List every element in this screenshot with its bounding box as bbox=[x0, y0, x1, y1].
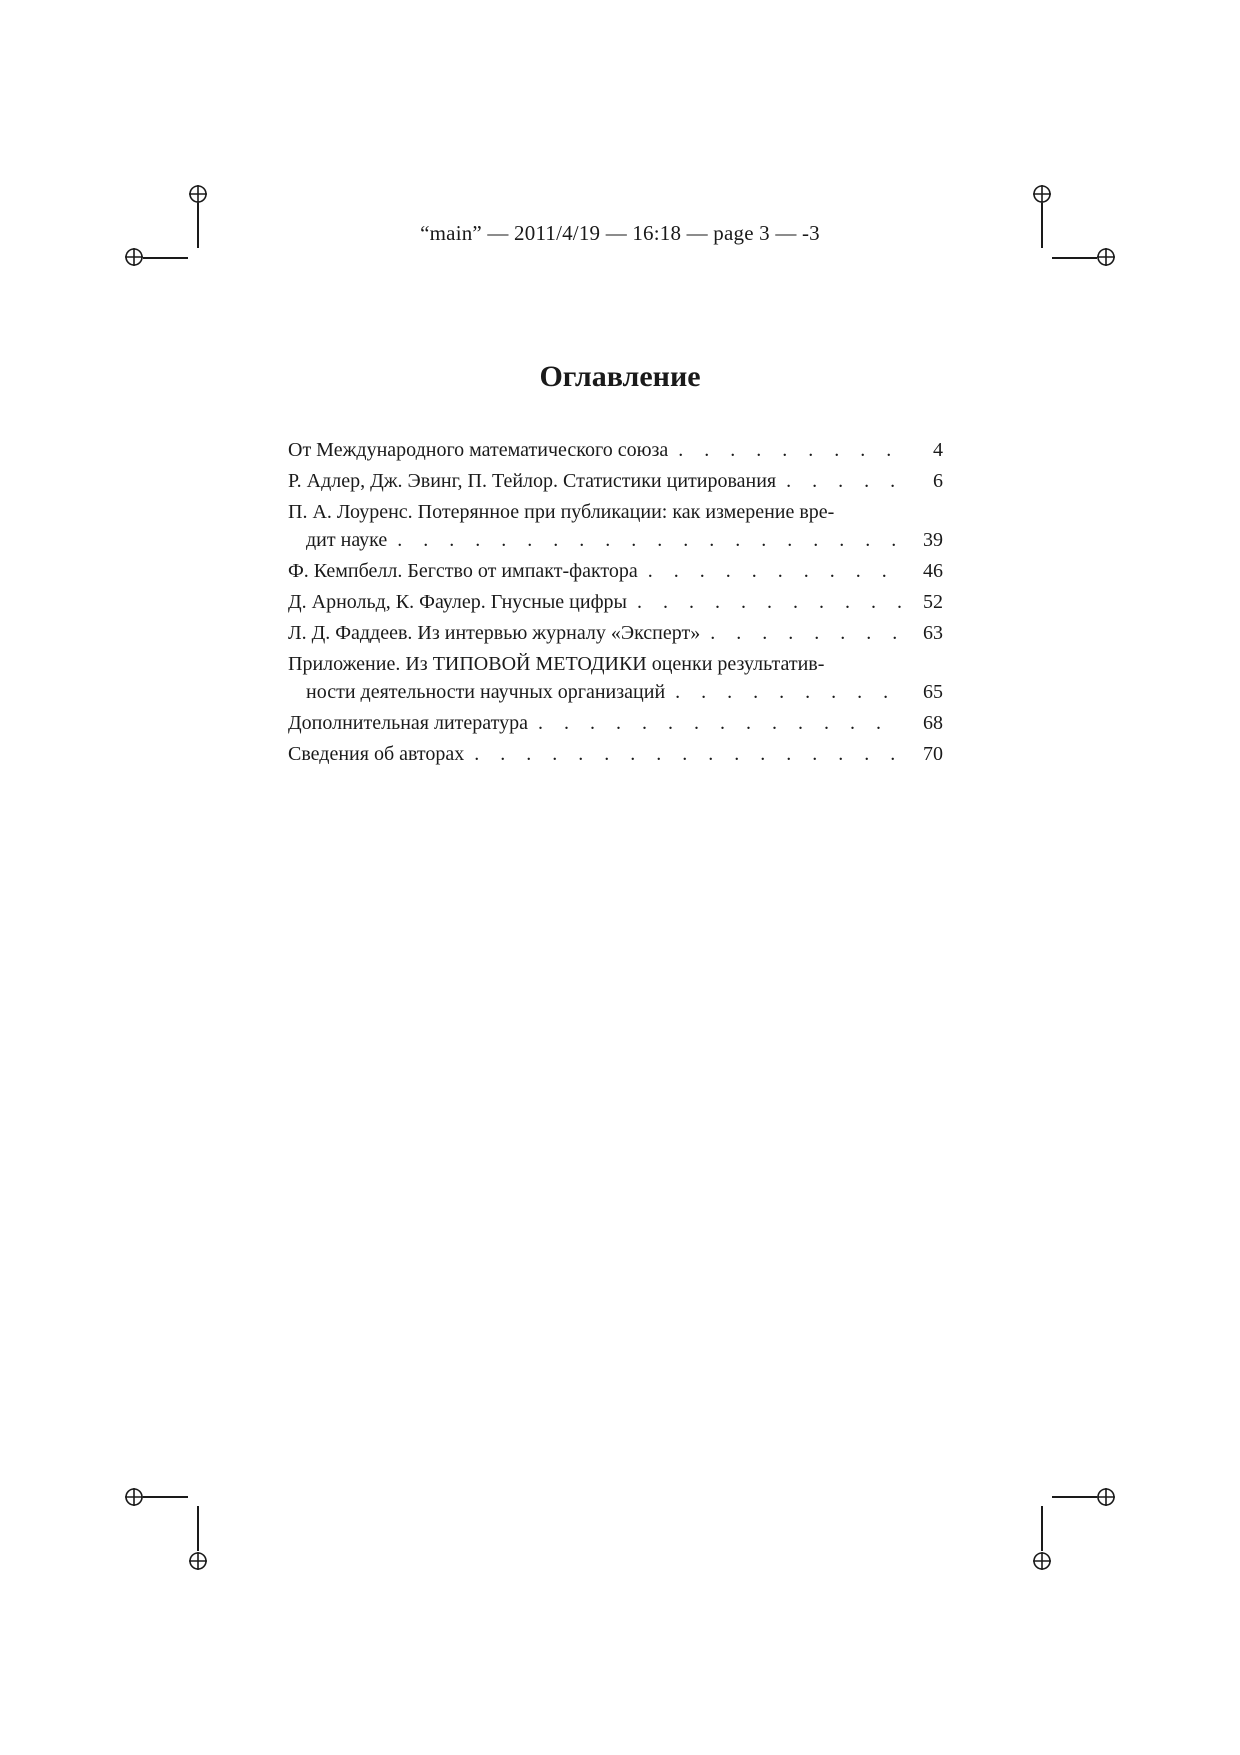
toc-entry[interactable] bbox=[288, 588, 943, 616]
toc-leader-dots bbox=[387, 526, 901, 554]
toc-entry[interactable] bbox=[288, 467, 943, 495]
toc-entry[interactable] bbox=[288, 709, 943, 737]
toc-entry-title: Л. Д. Фаддеев. Из интервью журналу «Эксперт» bbox=[288, 622, 701, 644]
toc-entry[interactable] bbox=[288, 557, 943, 585]
crop-mark-top-right-horizontal bbox=[1052, 257, 1097, 259]
toc-entry-title-line1: П. А. Лоуренс. Потерянное при публикации: как измерение вре- bbox=[288, 501, 835, 523]
toc-leader-dots bbox=[627, 588, 901, 616]
toc-entry-title-line2: ности деятельности научных организаций bbox=[306, 681, 666, 703]
registration-mark-icon bbox=[1097, 248, 1115, 266]
toc-leader-dots bbox=[528, 709, 901, 737]
registration-mark-icon bbox=[125, 248, 143, 266]
toc-leader-dots bbox=[665, 678, 901, 706]
toc-page-number: 6 bbox=[933, 470, 943, 492]
toc-leader-dots bbox=[668, 436, 901, 464]
toc-leader-dots bbox=[638, 557, 901, 585]
toc-entry[interactable] bbox=[288, 650, 943, 706]
toc-page-number: 65 bbox=[923, 681, 943, 703]
toc-entry[interactable] bbox=[288, 619, 943, 647]
toc-entry-title: Р. Адлер, Дж. Эвинг, П. Тейлор. Статистики цитирования bbox=[288, 470, 777, 492]
toc-entry-title: Д. Арнольд, К. Фаулер. Гнусные цифры bbox=[288, 591, 627, 613]
crop-mark-bottom-left-horizontal bbox=[143, 1496, 188, 1498]
registration-mark-icon bbox=[1097, 1488, 1115, 1506]
toc-entry[interactable] bbox=[288, 498, 943, 554]
toc-entry-title: Ф. Кемпбелл. Бегство от импакт-фактора bbox=[288, 560, 638, 582]
toc-page-number: 52 bbox=[923, 591, 943, 613]
crop-mark-bottom-right-horizontal bbox=[1052, 1496, 1097, 1498]
toc-entry-title-line1: Приложение. Из ТИПОВОЙ МЕТОДИКИ оценки результатив- bbox=[288, 653, 825, 675]
toc-entry[interactable] bbox=[288, 740, 943, 768]
toc-page-number: 63 bbox=[923, 622, 943, 644]
registration-mark-icon bbox=[1033, 1552, 1051, 1570]
crop-mark-bottom-left-vertical bbox=[197, 1506, 199, 1551]
crop-mark-bottom-right-vertical bbox=[1041, 1506, 1043, 1551]
toc-entry-title: От Международного математического союза bbox=[288, 439, 669, 461]
running-header: “main” — 2011/4/19 — 16:18 — page 3 — -3 bbox=[420, 221, 820, 245]
toc-entry-title: Сведения об авторах bbox=[288, 743, 465, 765]
registration-mark-icon bbox=[189, 1552, 207, 1570]
toc-entry-title-line2: дит науке bbox=[306, 529, 388, 551]
crop-mark-top-left-horizontal bbox=[143, 257, 188, 259]
toc-entry[interactable] bbox=[288, 436, 943, 464]
toc-page-number: 46 bbox=[923, 560, 943, 582]
toc-page-number: 68 bbox=[923, 712, 943, 734]
page-title: Оглавление bbox=[539, 360, 701, 393]
toc-leader-dots bbox=[700, 619, 901, 647]
toc-leader-dots bbox=[464, 740, 901, 768]
registration-mark-icon bbox=[125, 1488, 143, 1506]
toc-leader-dots bbox=[776, 467, 901, 495]
registration-mark-icon bbox=[189, 185, 207, 203]
table-of-contents bbox=[288, 436, 943, 771]
toc-entry-title: Дополнительная литература bbox=[288, 712, 528, 734]
toc-page-number: 70 bbox=[923, 743, 943, 765]
registration-mark-icon bbox=[1033, 185, 1051, 203]
toc-page-number: 39 bbox=[923, 529, 943, 551]
toc-page-number: 4 bbox=[933, 439, 943, 461]
